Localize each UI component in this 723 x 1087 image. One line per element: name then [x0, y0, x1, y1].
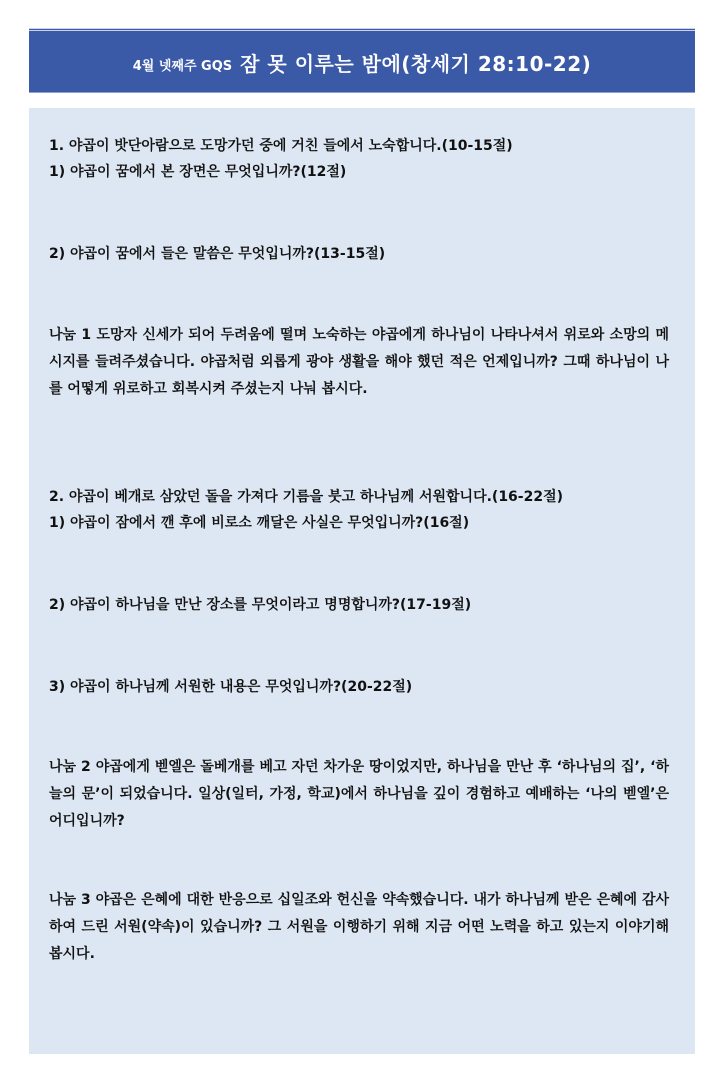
title-banner [29, 28, 695, 93]
question-2-2: 2) 야곱이 하나님을 만난 장소를 무엇이라고 명명합니까?(17-19절) [49, 597, 472, 613]
title-underline [29, 92, 695, 93]
share-1: 나눔 1 도망자 신세가 되어 두려움에 떨며 노숙하는 야곱에게 하나님이 나타나셔서 위로와 소망의 메시지를 들려주셨습니다. 야곱처럼 외롭게 광야 생활을 해야 했던 적은 언제입니까? 그때 하나님이 나를 어떻게 위로하고 회복시켜 주셨는지 나눠 봅시다. [49, 327, 669, 397]
question-2-1: 1) 야곱이 잠에서 깬 후에 비로소 깨달은 사실은 무엇입니까?(16절) [49, 515, 470, 531]
question-2-3: 3) 야곱이 하나님께 서원한 내용은 무엇입니까?(20-22절) [49, 679, 413, 695]
page-title: 잠 못 이루는 밤에(창세기 28:10-22) [240, 51, 592, 76]
section-2-heading: 2. 야곱이 베개로 삼았던 돌을 가져다 기름을 붓고 하나님께 서원합니다.(16-22절) [49, 489, 564, 505]
question-1-2: 2) 야곱이 꿈에서 들은 말씀은 무엇입니까?(13-15절) [49, 246, 386, 262]
question-1-1: 1) 야곱이 꿈에서 본 장면은 무엇입니까?(12절) [49, 164, 347, 180]
title-prefix: 4월 넷째주 GQS [132, 58, 233, 74]
section-1-heading: 1. 야곱이 밧단아람으로 도망가던 중에 거친 들에서 노숙합니다.(10-15절) [49, 138, 513, 154]
share-2: 나눔 2 야곱에게 벧엘은 돌베개를 베고 자던 차가운 땅이었지만, 하나님을 만난 후 ‘하나님의 집’, ‘하늘의 문’이 되었습니다. 일상(일터, 가정, 학교)에서 하나님을 깊이 경험하고 예배하는 ‘나의 벧엘’은 어디입니까? [49, 759, 669, 829]
share-3: 나눔 3 야곱은 은혜에 대한 반응으로 십일조와 헌신을 약속했습니다. 내가 하나님께 받은 은혜에 감사하여 드린 서원(약속)이 있습니까? 그 서원을 이행하기 위해 지금 어떤 노력을 하고 있는지 이야기해 봅시다. [49, 892, 669, 962]
